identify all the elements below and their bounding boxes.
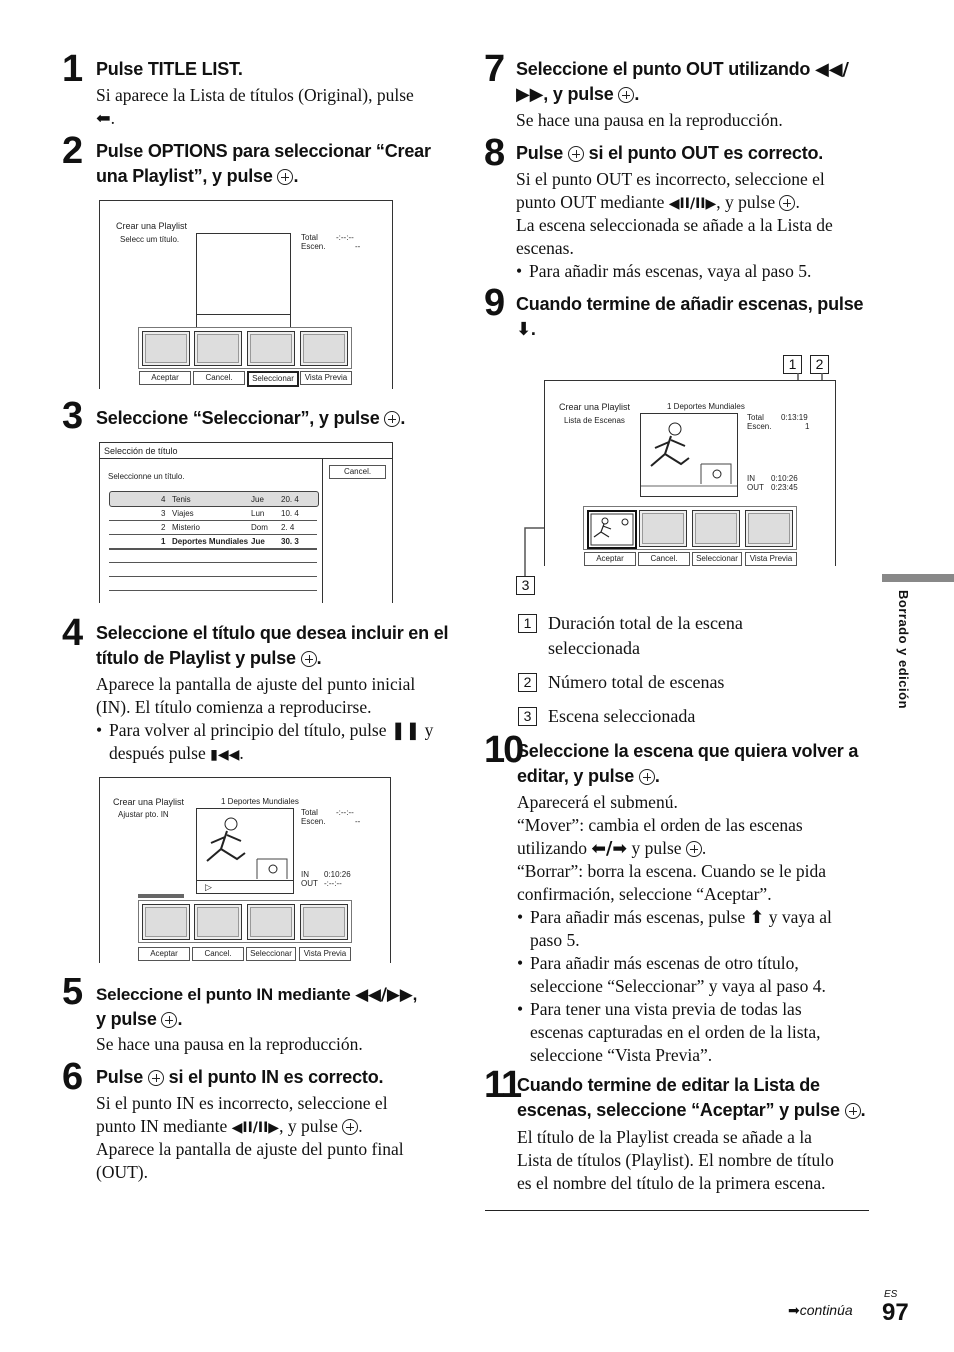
enter-icon: [277, 169, 293, 185]
rewind-icon: ◀◀/: [815, 59, 849, 80]
step-11-text-line3: es el nombre del título de la primera escena.: [517, 1173, 826, 1193]
thumbnail: [194, 331, 242, 366]
vista-previa-button[interactable]: Vista Previa: [299, 947, 351, 961]
screen-crear-playlist: [99, 200, 393, 389]
step-10-bullet1-b: y vaya al: [768, 907, 832, 927]
title-name: 1 Deportes Mundiales: [221, 797, 299, 806]
thumbnail: [692, 510, 740, 547]
escen-label: Escen.: [301, 242, 326, 251]
legend-number-3: 3: [518, 707, 537, 726]
total-label: Total: [301, 233, 318, 242]
step-10-bullet2-b: seleccione “Seleccionar” y vaya al paso 4.: [530, 976, 826, 996]
selected-scene-thumbnail[interactable]: [587, 510, 637, 549]
row-divider: [109, 548, 317, 550]
step-10-text-b: y pulse: [631, 838, 682, 858]
step-4-text-line2: (IN). El título comienza a reproducirse.: [96, 697, 372, 717]
screen-lista-escenas: [544, 380, 836, 566]
step-5-heading-text2: y pulse: [96, 1009, 157, 1029]
cancel-button[interactable]: Cancel.: [192, 947, 244, 961]
in-value: 0:10:26: [771, 474, 798, 483]
thumbnail: [194, 904, 242, 940]
title-row[interactable]: 2 Misterio Dom 2. 4: [161, 523, 295, 532]
back-arrow-icon: ⬅.: [96, 108, 116, 128]
screen-subtitle: Seleccionne un título.: [108, 472, 185, 481]
pause-icon: ❚❚: [390, 721, 421, 741]
screen-title: Selección de título: [104, 446, 178, 456]
step-10-text-line5: confirmación, seleccione “Aceptar”.: [517, 884, 772, 904]
thumbnail: [142, 331, 190, 366]
title-row[interactable]: 3 Viajes Lun 10. 4: [161, 509, 299, 518]
step-4-text-line1: Aparece la pantalla de ajuste del punto inicial: [96, 674, 416, 694]
total-value: -:--:--: [336, 233, 354, 242]
step-11-text-line2: Lista de títulos (Playlist). El nombre de título: [517, 1150, 834, 1170]
step-5-heading-text: Seleccione el punto IN mediante: [96, 985, 351, 1004]
step-10-heading-line1: Seleccione la escena que quiera volver a: [517, 741, 859, 761]
step-6-text-line2: punto IN mediante ◀II/II▶, y pulse .: [96, 1116, 363, 1136]
step-9-number: 9: [484, 282, 504, 324]
step-2-number: 2: [62, 130, 82, 172]
enter-icon: [301, 651, 317, 667]
legend-number-2: 2: [518, 673, 537, 692]
step-8-text-line4: escenas.: [516, 238, 574, 258]
step-6-text-a: punto IN mediante: [96, 1116, 228, 1136]
side-tab-marker: [882, 574, 954, 582]
escen-label: Escen.: [747, 422, 772, 431]
seleccionar-button[interactable]: Seleccionar: [692, 552, 742, 566]
step-11-heading-text: escenas, seleccione “Aceptar” y pulse: [517, 1100, 840, 1120]
step-10-text-a: utilizando: [517, 838, 587, 858]
aceptar-button[interactable]: Aceptar: [139, 371, 191, 385]
step-4-bullet: [96, 719, 433, 743]
thumbnail: [247, 904, 295, 940]
step-10-bullet-1: [517, 906, 832, 930]
vista-previa-button[interactable]: Vista Previa: [300, 371, 352, 385]
out-value: -:--:--: [324, 879, 342, 888]
row-divider: [109, 520, 317, 521]
title-name: 1 Deportes Mundiales: [667, 402, 745, 411]
progress-bar: [138, 894, 184, 898]
in-value: 0:10:26: [324, 870, 351, 879]
enter-icon: [779, 195, 795, 211]
soccer-player-image: [641, 414, 737, 496]
step-11-number: 11: [484, 1064, 521, 1106]
step-6-text-line3: Aparece la pantalla de ajuste del punto final: [96, 1139, 404, 1159]
thumbnail: [639, 510, 687, 547]
enter-icon: [568, 146, 584, 162]
out-label: OUT: [301, 879, 318, 888]
page-number: 97: [882, 1299, 909, 1326]
step-1-heading: Pulse TITLE LIST.: [96, 59, 243, 79]
section-divider: [485, 1210, 869, 1211]
step-8-text-line2: punto OUT mediante ◀II/II▶, y pulse .: [516, 192, 800, 212]
escen-label: Escen.: [301, 817, 326, 826]
rewind-forward-icon: ◀◀/▶▶: [355, 985, 413, 1005]
out-value: 0:23:45: [771, 483, 798, 492]
step-6-heading: [96, 1065, 383, 1090]
step-8-bullet: • Para añadir más escenas, vaya al paso 5.: [516, 260, 811, 283]
language-code: ES: [884, 1289, 898, 1300]
step-6-heading-a: Pulse: [96, 1067, 144, 1087]
step-8-text-line1: Si el punto OUT es incorrecto, seleccione el: [516, 169, 825, 189]
legend-text-1a: Duración total de la escena: [548, 613, 743, 633]
legend-text-3: Escena seleccionada: [548, 706, 696, 726]
step-4-bullet-text: Para volver al principio del título, pulse: [109, 720, 387, 740]
step-4-bullet-text-b: y: [424, 720, 434, 740]
up-arrow-icon: ⬆: [749, 908, 765, 928]
title-row[interactable]: 4 Tenis Jue 20. 4: [161, 495, 299, 504]
title-row[interactable]: 1 Deportes Mundiales Jue 30. 3: [161, 537, 299, 546]
step-4-bullet-line2: después pulse ▮◀◀.: [109, 743, 244, 763]
callout-3: 3: [516, 576, 535, 595]
forward-icon: ▶▶: [516, 84, 544, 105]
step-6-text-line4: (OUT).: [96, 1162, 148, 1182]
in-label: IN: [301, 870, 309, 879]
step-10-heading-text: editar, y pulse: [517, 766, 635, 786]
step-11-heading-line1: Cuando termine de editar la Lista de: [517, 1075, 820, 1095]
total-value: 0:13:19: [781, 413, 808, 422]
step-6-text-line1: Si el punto IN es incorrecto, seleccione el: [96, 1093, 388, 1113]
step-8-heading: [516, 141, 823, 166]
step-6-number: 6: [62, 1056, 82, 1098]
row-divider: [109, 576, 317, 577]
callout-1: 1: [783, 355, 802, 374]
step-10-bullet1-c: paso 5.: [530, 930, 580, 950]
escen-value: 1: [805, 422, 810, 431]
in-label: IN: [747, 474, 755, 483]
right-arrow-icon: ➡: [788, 1302, 800, 1318]
step-7-heading-line1: [516, 57, 849, 82]
enter-icon: [384, 411, 400, 427]
step-1-text: Si aparece la Lista de títulos (Original), pulse: [96, 85, 414, 105]
step-6-text-b: , y pulse: [279, 1116, 338, 1136]
step-3-number: 3: [62, 395, 82, 437]
enter-icon: [639, 769, 655, 785]
thumbnail: [300, 331, 348, 366]
thumbnail-strip: [138, 900, 352, 943]
step-11-heading-line2: escenas, seleccione “Aceptar” y pulse .: [517, 1100, 866, 1120]
title-list: [109, 493, 319, 553]
row-divider: [109, 590, 317, 591]
step-4-number: 4: [62, 612, 82, 654]
left-right-arrow-icon: ⬅/➡: [591, 839, 628, 859]
step-5-number: 5: [62, 971, 82, 1013]
video-frame: [196, 808, 294, 894]
screen-title: Crear una Playlist: [113, 797, 185, 807]
screen-subtitle: Selecc um título.: [120, 235, 180, 244]
seleccionar-button[interactable]: Seleccionar: [247, 371, 299, 387]
total-label: Total: [301, 808, 318, 817]
thumbnail: [745, 510, 793, 547]
step-7-heading-text: Seleccione el punto OUT utilizando: [516, 59, 811, 79]
continua-text: continúa: [799, 1302, 853, 1318]
out-label: OUT: [747, 483, 764, 492]
thumbnail: [300, 904, 348, 940]
legend-text-2: Número total de escenas: [548, 672, 725, 692]
slow-step-icon: ◀II/II▶: [668, 196, 717, 212]
step-6-heading-b: si el punto IN es correcto.: [168, 1067, 384, 1087]
side-tab-label: Borrado y edición: [896, 590, 911, 710]
step-4-bullet2-text: después pulse: [109, 743, 206, 763]
prev-chapter-icon: ▮◀◀: [210, 747, 240, 763]
step-4-heading-text: título de Playlist y pulse: [96, 648, 296, 668]
screen-subtitle: Ajustar pto. IN: [118, 810, 169, 819]
step-10-bullet3-c: seleccione “Vista Previa”.: [530, 1045, 713, 1065]
step-4-heading-line2: título de Playlist y pulse .: [96, 648, 322, 668]
step-5-heading-line1: Seleccione el punto IN mediante ◀◀/▶▶,: [96, 985, 418, 1005]
thumbnail-strip: [583, 506, 797, 550]
video-frame: [640, 413, 738, 497]
thumbnail: [142, 904, 190, 940]
screen-seleccion-titulo: [99, 442, 393, 603]
escen-value: --: [355, 242, 361, 251]
total-label: Total: [747, 413, 764, 422]
step-10-number: 10: [484, 729, 523, 771]
aceptar-button[interactable]: Aceptar: [584, 552, 636, 566]
step-8-text-b: , y pulse: [716, 192, 776, 212]
step-7-text: Se hace una pausa en la reproducción.: [516, 110, 783, 130]
escen-value: --: [355, 817, 361, 826]
enter-icon: [161, 1012, 177, 1028]
enter-icon: [148, 1070, 164, 1086]
enter-icon: [845, 1103, 861, 1119]
enter-icon: [686, 841, 702, 857]
slow-step-icon: ◀II/II▶: [231, 1120, 280, 1136]
row-divider: [109, 562, 317, 563]
soccer-player-thumbnail: [589, 512, 635, 547]
thumbnail-strip: [138, 327, 352, 369]
legend-number-1: 1: [518, 614, 537, 633]
step-8-number: 8: [484, 132, 504, 174]
screen-title: Crear una Playlist: [559, 402, 631, 412]
callout-2: 2: [810, 355, 829, 374]
cancel-button[interactable]: Cancel.: [638, 552, 690, 566]
screen-title: Crear una Playlist: [116, 221, 188, 231]
vista-previa-button[interactable]: Vista Previa: [745, 552, 797, 566]
step-1-number: 1: [62, 48, 82, 90]
step-5-text: Se hace una pausa en la reproducción.: [96, 1034, 363, 1054]
play-icon: ▷: [205, 882, 212, 892]
step-10-heading-line2: editar, y pulse .: [517, 766, 660, 786]
step-3-heading-text: Seleccione “Seleccionar”, y pulse: [96, 408, 380, 428]
row-divider: [109, 534, 317, 535]
step-7-heading-text2: , y pulse: [543, 84, 614, 104]
step-8-text-line3: La escena seleccionada se añade a la Lista de: [516, 215, 833, 235]
step-10-bullet-2: • Para añadir más escenas de otro título,: [517, 952, 799, 975]
step-11-text-line1: El título de la Playlist creada se añade a la: [517, 1127, 812, 1147]
screen-ajustar-in: [99, 777, 391, 963]
step-10-text-line4: “Borrar”: borra la escena. Cuando se le pida: [517, 861, 827, 881]
step-2-heading-text: una Playlist”, y pulse: [96, 166, 273, 186]
enter-icon: [618, 87, 634, 103]
step-10-text-line3: utilizando ⬅/➡ y pulse .: [517, 838, 707, 859]
total-value: -:--:--: [336, 808, 354, 817]
enter-icon: [342, 1119, 358, 1135]
thumbnail: [247, 331, 295, 366]
step-10-bullet1-a: Para añadir más escenas, pulse: [530, 907, 746, 927]
preview-box: [196, 233, 291, 332]
step-8-heading-a: Pulse: [516, 143, 564, 163]
continua-note: [788, 1302, 853, 1319]
step-3-heading: Seleccione “Seleccionar”, y pulse .: [96, 408, 406, 428]
step-8-heading-b: si el punto OUT es correcto.: [588, 143, 824, 163]
step-9-heading: Cuando termine de añadir escenas, pulse: [516, 294, 864, 314]
step-5-heading-line2: y pulse .: [96, 1009, 183, 1029]
step-10-bullet-3: • Para tener una vista previa de todas las: [517, 998, 802, 1021]
aceptar-button[interactable]: Aceptar: [138, 947, 190, 961]
step-8-text-a: punto OUT mediante: [516, 192, 665, 212]
cancel-button[interactable]: Cancel.: [329, 465, 386, 479]
step-2-heading-line2: una Playlist”, y pulse .: [96, 166, 299, 186]
down-arrow-icon: ⬇.: [516, 319, 536, 340]
step-2-heading-line1: Pulse OPTIONS para seleccionar “Crear: [96, 141, 431, 161]
step-10-text-line1: Aparecerá el submenú.: [517, 792, 678, 812]
step-7-heading-line2: ▶▶, y pulse .: [516, 84, 640, 105]
step-4-heading-line1: Seleccione el título que desea incluir en el: [96, 623, 449, 643]
step-10-text-line2: “Mover”: cambia el orden de las escenas: [517, 815, 803, 835]
legend-text-1b: seleccionada: [548, 638, 640, 658]
seleccionar-button[interactable]: Seleccionar: [246, 947, 296, 961]
step-7-number: 7: [484, 48, 504, 90]
step-10-bullet3-b: escenas capturadas en el orden de la lista,: [530, 1022, 821, 1042]
cancel-button[interactable]: Cancel.: [193, 371, 245, 385]
screen-subtitle: Lista de Escenas: [564, 416, 625, 425]
